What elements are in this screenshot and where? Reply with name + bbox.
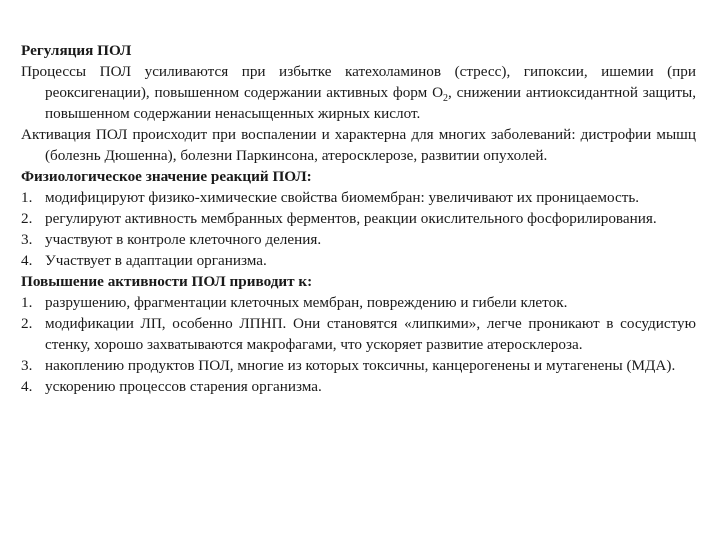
list-item-number: 3. [21, 231, 33, 248]
list-increased-activity [21, 292, 696, 397]
list-item-text: Участвует в адаптации организма. [45, 252, 267, 269]
list-item-text: модификации ЛП, особенно ЛПНП. Они становятся «липкими», легче проникают в сосудистую стенку, хорошо захватываются макрофагами, что ускоряет развитие атеросклероза. [45, 315, 696, 353]
oxygen-subscript: 2 [443, 93, 449, 105]
list-item-text: модифицируют физико-химические свойства биомембран: увеличивают их проницаемость. [45, 189, 640, 206]
list-item-number: 4. [21, 252, 33, 269]
list-item [21, 250, 696, 271]
paragraph-text-after-subscript: , снижении антиоксидантной защиты, повышенном содержании ненасыщенных жирных кислот. [45, 84, 696, 122]
list-item-number: 4. [21, 378, 33, 395]
list-item [21, 355, 696, 376]
section-heading-physiological-role: Физиологическое значение реакций ПОЛ: [21, 168, 312, 185]
document-page [21, 40, 696, 397]
list-item-text: ускорению процессов старения организма. [45, 378, 322, 395]
list-item-text: участвуют в контроле клеточного деления. [45, 231, 322, 248]
list-item [21, 313, 696, 355]
list-item [21, 208, 696, 229]
list-item [21, 292, 696, 313]
list-item-number: 3. [21, 357, 33, 374]
list-item [21, 376, 696, 397]
paragraph-pol-activation: Активация ПОЛ происходит при воспалении и характерна для многих заболеваний: дистрофии мышц (болезнь Дюшенна), болезни Паркинсона, атеросклерозе, развитии опухолей. [21, 126, 696, 164]
list-item [21, 187, 696, 208]
section-heading-increased-activity: Повышение активности ПОЛ приводит к: [21, 273, 313, 290]
list-item-number: 1. [21, 294, 33, 311]
list-item-number: 1. [21, 189, 33, 206]
list-item-number: 2. [21, 315, 33, 332]
list-item-number: 2. [21, 210, 33, 227]
list-item-text: накоплению продуктов ПОЛ, многие из которых токсичны, канцерогенены и мутагенены (МДА). [45, 357, 676, 374]
list-item [21, 229, 696, 250]
paragraph-pol-enhancement [21, 61, 696, 124]
list-physiological-role [21, 187, 696, 271]
list-item-text: регулируют активность мембранных ферментов, реакции окислительного фосфорилирования. [45, 210, 657, 227]
paragraph-text-before-subscript: Процессы ПОЛ усиливаются при избытке катехоламинов (стресс), гипоксии, ишемии (при реоксигенации), повышенном содержании активных форм О [21, 63, 696, 101]
list-item-text: разрушению, фрагментации клеточных мембран, повреждению и гибели клеток. [45, 294, 568, 311]
document-title: Регуляция ПОЛ [21, 42, 132, 59]
